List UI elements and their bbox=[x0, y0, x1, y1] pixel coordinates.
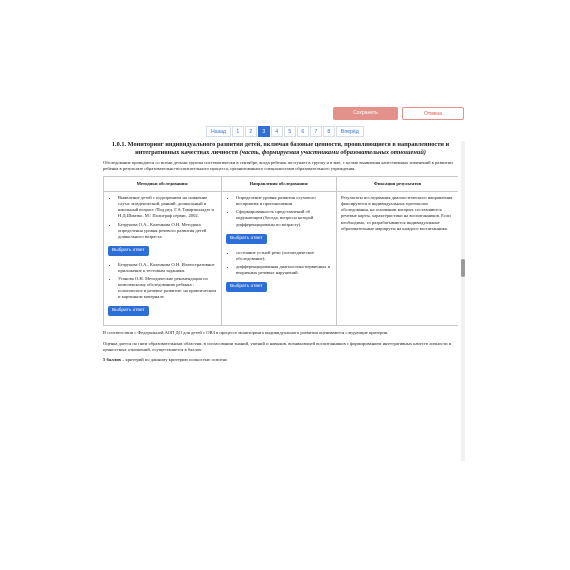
score-line bbox=[103, 357, 458, 363]
column-header-results: Фиксация результатов bbox=[337, 177, 459, 192]
results-cell bbox=[337, 192, 459, 326]
cancel-button[interactable]: Отмена bbox=[402, 107, 464, 120]
pagination-page-1[interactable]: 1 bbox=[232, 126, 244, 137]
list-item: • Безрукова О.А., Каленкова О.Н. Методика определения уровня речевого развития детей дошкольного возраста. bbox=[118, 222, 217, 240]
intro-paragraph: Обследование проводится со всеми детьми группы систематически в сентябре, когда ребенок поступает в группу и в мае, с целью выявления качественных изменений в развитии ребенка в результате образовательно-воспитательного процесса, организованного специалистами образовательного учреждения. bbox=[103, 160, 453, 172]
directions-cell bbox=[222, 192, 337, 326]
pagination-page-2[interactable]: 2 bbox=[245, 126, 257, 137]
pagination-page-4[interactable]: 4 bbox=[271, 126, 283, 137]
pagination-page-5[interactable]: 5 bbox=[284, 126, 296, 137]
methods-table bbox=[103, 176, 458, 326]
score-description: – критерий по данному критерию полностью освоено bbox=[120, 356, 228, 362]
scrollbar-thumb[interactable] bbox=[461, 259, 465, 277]
section-heading bbox=[109, 141, 452, 156]
content-scrollbar[interactable] bbox=[461, 141, 465, 461]
list-item: • Безрукова О.А., Каленкова О.Н. Иллюстративное приложение к тестовым заданиям. bbox=[118, 262, 217, 274]
list-item: • Усанова О.Н. Методические рекомендации по комплексному обследованию ребенка : психическое и речевое развитие: на практическом и картинном материале. bbox=[118, 276, 217, 300]
list-item: • Выявление детей с подозрением на снижение слуха: младенческий, ранний, дошкольный и школьный возраст /Под ред. Г.А.Таварткиладзе и Н.Д.Шматко. М.: Полиграф сервис, 2002. bbox=[118, 195, 217, 219]
choose-answer-button[interactable]: Выбрать ответ bbox=[108, 306, 149, 316]
section-heading-italic: (часть, формируемая участниками образовательных отношений) bbox=[239, 148, 426, 156]
pagination-page-7[interactable]: 7 bbox=[310, 126, 322, 137]
document-content bbox=[103, 141, 458, 461]
list-item: • Определение уровня развития слухового восприятия и произношения. bbox=[236, 195, 332, 207]
save-button[interactable]: Сохранить bbox=[333, 107, 398, 120]
column-header-methods: Методики обследования: bbox=[104, 177, 222, 192]
scoring-paragraph: Оценка дается по пяти образовательным областям, в согласовании знаний, умений и навыков, возникающей воспитанников с формированием интегративных качеств личности и ценностных отношений, осуществляется в баллах: bbox=[103, 340, 452, 352]
pagination-next-button[interactable]: Вперёд bbox=[336, 126, 364, 137]
pagination-page-3-current[interactable]: 3 bbox=[258, 126, 270, 137]
pagination-page-6[interactable]: 6 bbox=[297, 126, 309, 137]
column-header-directions: Направления обследования: bbox=[222, 177, 337, 192]
results-text: Результаты исследования диагностического направления фиксируются в индивидуальных протоколах обследования, на основании которых составляются речевые карты, характеристики на воспитанников. Если необходимо, то разрабатываются индивидуальные образовательные маршруты на каждого воспитанника. bbox=[341, 195, 453, 231]
pagination bbox=[206, 125, 365, 137]
pagination-prev-button[interactable]: Назад bbox=[206, 126, 231, 137]
list-item: • дифференцированная диагностика первичных и вторичных речевых нарушений. bbox=[236, 264, 332, 276]
list-item: • состояние устной речи (логопедическое обследование); bbox=[236, 250, 332, 262]
score-value: 5 баллов bbox=[103, 356, 121, 362]
choose-answer-button[interactable]: Выбрать ответ bbox=[226, 282, 267, 292]
choose-answer-button[interactable]: Выбрать ответ bbox=[108, 246, 149, 256]
criteria-paragraph: В соответствии с Федеральной АОП ДО для детей с ОВЗ в процессе мониторинга индивидуального развития оцениваются следующие критерии. bbox=[103, 330, 389, 336]
section-heading-main: 1.0.1. Мониторинг индивидуального развития детей, включая базовые ценности, проявляющиеся в направленности и интегративных качествах личности bbox=[111, 141, 450, 156]
choose-answer-button[interactable]: Выбрать ответ bbox=[226, 234, 267, 244]
methods-cell bbox=[104, 192, 222, 326]
list-item: • Сформированность представлений об окружающем (беседа, вопросы которой дифференцированы по возрасту). bbox=[236, 209, 332, 227]
pagination-page-8[interactable]: 8 bbox=[323, 126, 335, 137]
